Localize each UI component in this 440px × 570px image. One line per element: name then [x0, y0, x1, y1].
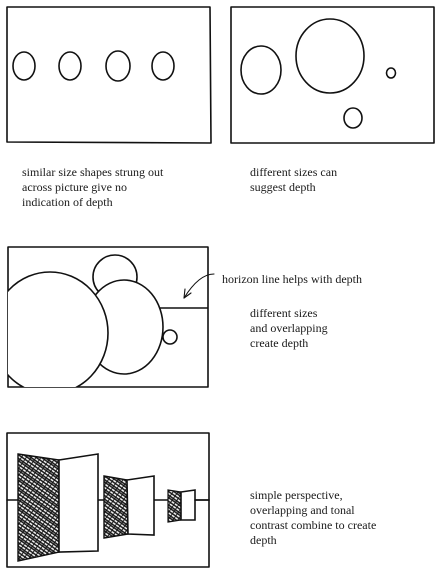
sketch-different-sizes-drawing — [228, 4, 438, 146]
tiny-circle — [387, 68, 396, 78]
sketch-perspective-tone-drawing — [4, 430, 212, 570]
large-box-dark-side — [18, 454, 59, 561]
medium-circle — [241, 46, 281, 94]
large-box-light-side — [59, 454, 98, 552]
small-circle — [344, 108, 362, 128]
sketch-perspective-tone — [4, 430, 212, 570]
circle-4 — [152, 52, 174, 80]
arrow-pointer-icon — [176, 268, 220, 308]
small-box-dark-side — [168, 490, 181, 522]
caption-horizon: horizon line helps with depth — [222, 272, 362, 286]
caption-similar-sizes: similar size shapes strung out across picture give no indication of depth — [22, 165, 164, 209]
caption-perspective: simple perspective, overlapping and tonal contrast combine to create depth — [250, 488, 377, 547]
caption-overlapping: different sizes and overlapping create depth — [250, 306, 328, 350]
picture-frame — [231, 7, 434, 143]
sketch-different-sizes — [228, 4, 438, 146]
sketch-horizon-overlap-drawing — [4, 243, 212, 391]
circle-2 — [59, 52, 81, 80]
large-circle — [296, 19, 364, 93]
distant-circle — [163, 330, 177, 344]
front-circle — [4, 272, 108, 391]
sketch-similar-sizes — [4, 4, 214, 146]
circle-1 — [13, 52, 35, 80]
medium-box-dark-side — [104, 476, 128, 538]
caption-different-sizes: different sizes can suggest depth — [250, 165, 338, 194]
sketch-similar-sizes-drawing — [4, 4, 214, 146]
sketch-horizon-overlap — [4, 243, 212, 391]
circle-3 — [106, 51, 130, 81]
medium-box-light-side — [127, 476, 154, 535]
small-box-light-side — [181, 490, 195, 520]
